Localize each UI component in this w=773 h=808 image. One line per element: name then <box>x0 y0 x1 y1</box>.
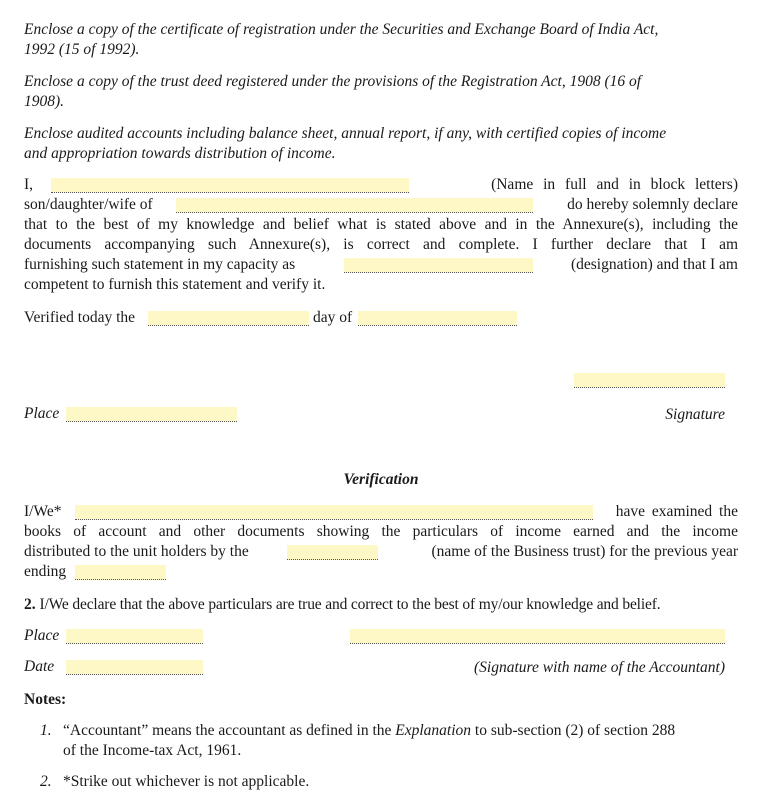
enclosure-1-line-2: 1992 (15 of 1992). <box>24 41 140 58</box>
examined-suffix: have examined the <box>615 503 738 520</box>
i-we-label: I/We* <box>24 503 62 520</box>
verification-para-2 <box>24 595 738 615</box>
place-label: Place <box>24 405 60 422</box>
accountant-name-field[interactable] <box>75 505 593 520</box>
verification-date-label: Date <box>24 658 55 675</box>
declaration-name-suffix: (Name in full and in block letters) <box>491 176 738 193</box>
note-2-text: *Strike out whichever is not applicable. <box>63 773 310 790</box>
son-daughter-wife-label: son/daughter/wife of <box>24 196 153 213</box>
note-1-number: 1. <box>40 722 52 739</box>
verification-line-3 <box>24 542 738 562</box>
declaration-line-4-text: documents accompanying such Annexure(s), is correct and complete. I further declare that I am <box>24 236 738 253</box>
capacity-label: furnishing such statement in my capacity as <box>24 256 296 273</box>
enclosure-2-line-2: 1908). <box>24 93 65 110</box>
para-2-text: I/We declare that the above particulars are true and correct to the best of my/our knowledge and belief. <box>39 596 661 613</box>
verification-heading: Verification <box>343 471 419 488</box>
verification-place-label: Place <box>24 627 60 644</box>
declaration-line-4 <box>24 235 738 255</box>
note-1-text-b: to sub-section (2) of section 288 <box>471 722 676 739</box>
signature-field[interactable] <box>574 373 725 388</box>
note-2-number: 2. <box>40 773 52 790</box>
business-trust-name-field[interactable] <box>287 545 378 560</box>
verification-place-field[interactable] <box>66 629 203 644</box>
declaration-line-3 <box>24 215 738 235</box>
verified-day-field[interactable] <box>148 311 309 326</box>
designation-suffix: (designation) and that I am <box>570 256 738 273</box>
note-2 <box>40 772 740 792</box>
designation-field[interactable] <box>344 258 533 273</box>
distributed-label: distributed to the unit holders by the <box>24 543 249 560</box>
note-1-explanation: Explanation <box>395 722 472 739</box>
day-of-label: day of <box>313 309 353 326</box>
accountant-signature-field[interactable] <box>350 629 725 644</box>
notes-heading: Notes: <box>24 691 67 708</box>
declaration-line-6: competent to furnish this statement and verify it. <box>24 276 326 293</box>
verified-today-label: Verified today the <box>24 309 136 326</box>
name-field[interactable] <box>51 178 409 193</box>
parent-spouse-name-field[interactable] <box>176 198 533 213</box>
declaration-i-label: I, <box>24 176 34 193</box>
note-1-text-a: “Accountant” means the accountant as defined in the <box>63 722 396 739</box>
ending-label: ending <box>24 563 67 580</box>
note-1-text <box>63 721 675 741</box>
signature-label: Signature <box>665 406 725 423</box>
enclosure-3-line-2: and appropriation towards distribution of income. <box>24 145 336 162</box>
accountant-signature-label: (Signature with name of the Accountant) <box>474 659 725 676</box>
verification-line-2 <box>24 522 738 542</box>
previous-year-ending-field[interactable] <box>75 565 166 580</box>
note-1-line-1 <box>40 721 740 741</box>
note-1-line-2: of the Income-tax Act, 1961. <box>63 742 242 759</box>
para-2-number: 2. <box>24 596 36 613</box>
declaration-declare-suffix: do hereby solemnly declare <box>567 196 738 213</box>
enclosure-2-line-1: Enclose a copy of the trust deed registered under the provisions of the Registration Act, 1908 (16 of <box>24 73 642 90</box>
declaration-line-3-text: that to the best of my knowledge and belief what is stated above and in the Annexure(s), including the <box>24 216 738 233</box>
verification-line-2-text: books of account and other documents showing the particulars of income earned and the income <box>24 523 738 540</box>
enclosure-3-line-1: Enclose audited accounts including balance sheet, annual report, if any, with certified copies of income <box>24 125 667 142</box>
verified-month-field[interactable] <box>358 311 517 326</box>
business-trust-suffix: (name of the Business trust) for the previous year <box>431 543 738 560</box>
enclosure-1-line-1: Enclose a copy of the certificate of registration under the Securities and Exchange Board of India Act, <box>24 21 659 38</box>
